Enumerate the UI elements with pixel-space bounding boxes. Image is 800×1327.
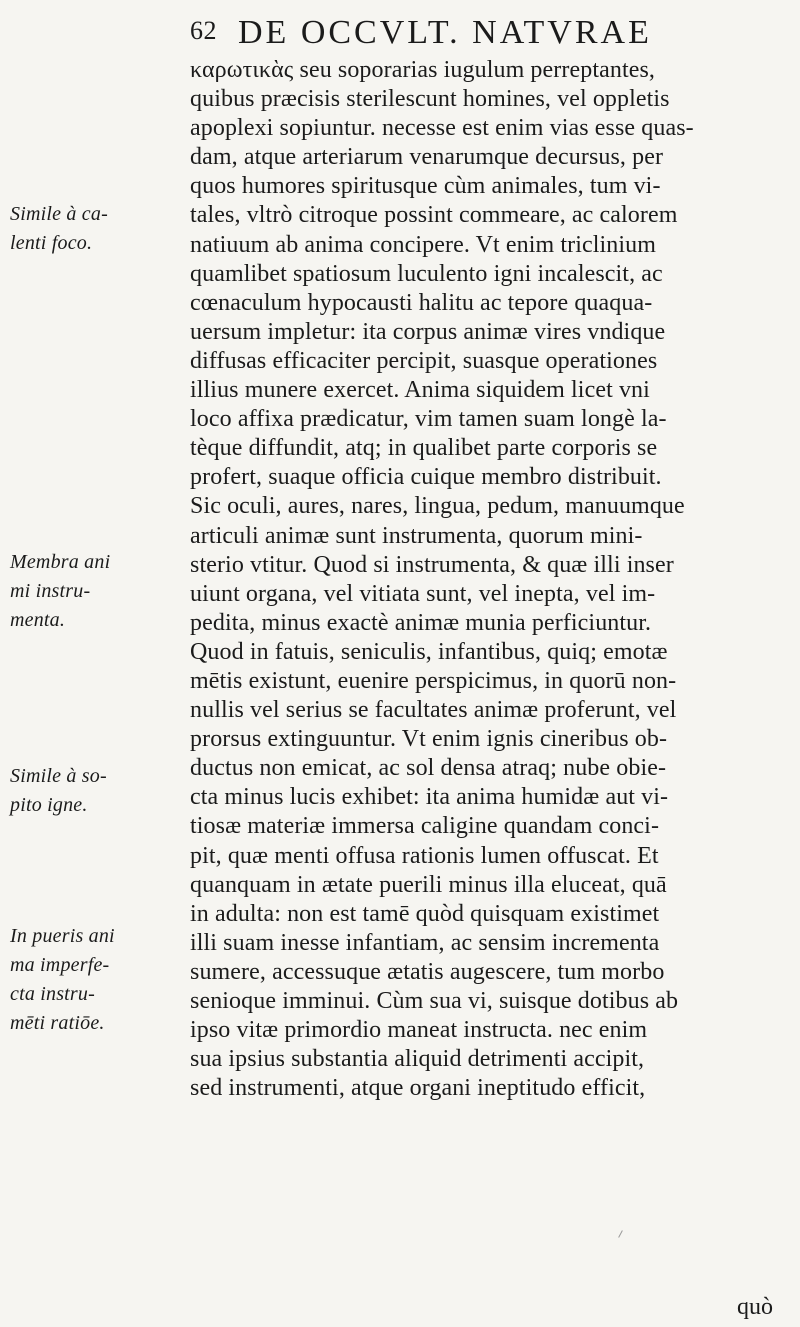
margin-note-line: In pueris ani <box>10 925 115 947</box>
text-line: uiunt organa, vel vitiata sunt, vel inepta, vel im- <box>190 580 656 607</box>
margin-note-line: menta. <box>10 609 66 631</box>
margin-note <box>10 200 132 258</box>
margin-note-line: Simile à ca- <box>10 203 108 225</box>
text-line: senioque imminui. Cùm sua vi, suisque dotibus ab <box>190 988 679 1014</box>
text-line: illi suam inesse infantiam, ac sensim incrementa <box>190 929 660 956</box>
margin-note-line: pito igne. <box>10 794 88 816</box>
text-line: prorsus extinguuntur. Vt enim ignis cineribus ob- <box>190 726 668 753</box>
margin-note-line: cta instru- <box>10 983 95 1005</box>
text-line: pedita, minus exactè animæ munia perficiuntur. <box>190 609 652 636</box>
text-line: cœnaculum hypocausti halitu ac tepore quaqua- <box>190 289 653 316</box>
text-line: Sic oculi, aures, nares, lingua, pedum, manuumque <box>190 493 685 520</box>
text-line: apoplexi sopiuntur. necesse est enim vias esse quas- <box>190 115 694 142</box>
text-line: dam, atque arteriarum venarumque decursus, per <box>190 144 664 171</box>
text-line: pit, quæ menti offusa rationis lumen offuscat. Et <box>190 842 659 869</box>
text-line: sumere, accessuque ætatis augescere, tum morbo <box>190 958 665 985</box>
text-line: quanquam in ætate puerili minus illa eluceat, quā <box>190 871 667 898</box>
text-line: mētis existunt, euenire perspicimus, in quorū non- <box>190 667 677 694</box>
text-line: loco affixa prædicatur, vim tamen suam longè la- <box>190 406 667 433</box>
text-line: sed instrumenti, atque organi ineptitudo efficit, <box>190 1075 646 1102</box>
text-line: diffusas efficaciter percipit, suasque operationes <box>190 347 658 374</box>
running-title: DE OCCVLT. NATVRAE <box>238 14 652 51</box>
text-line: cta minus lucis exhibet: ita anima humidæ aut vi- <box>190 784 669 811</box>
margin-notes <box>0 0 130 1327</box>
main-text-block <box>190 56 780 1103</box>
margin-note-line: Membra ani <box>10 551 111 573</box>
text-line: sua ipsius substantia aliquid detrimenti accipit, <box>190 1046 645 1073</box>
margin-note <box>10 922 132 1038</box>
margin-note-line: lenti foco. <box>10 232 93 254</box>
text-line: quibus præcisis sterilescunt homines, vel oppletis <box>190 86 670 113</box>
text-line: articuli animæ sunt instrumenta, quorum mini- <box>190 522 643 549</box>
margin-note-line: Simile à so- <box>10 765 107 787</box>
margin-note <box>10 548 132 635</box>
text-line: ipso vitæ primordio maneat instructa. nec enim <box>190 1017 648 1044</box>
text-line: nullis vel serius se facultates animæ proferunt, vel <box>190 697 677 724</box>
margin-note-line: ma imperfe- <box>10 954 110 976</box>
text-line: quamlibet spatiosum luculento igni incalescit, ac <box>190 260 663 287</box>
text-line: uersum impletur: ita corpus animæ vires vndique <box>190 318 666 345</box>
text-line: profert, suaque officia cuique membro distribuit. <box>190 464 662 491</box>
text-line: Quod in fatuis, seniculis, infantibus, quiq; emotæ <box>190 638 668 665</box>
margin-note <box>10 762 132 820</box>
paper-speck <box>618 1230 623 1238</box>
margin-note-line: mi instru- <box>10 580 91 602</box>
text-line: tales, vltrò citroque possint commeare, ac calorem <box>190 202 678 229</box>
catchword: quò <box>737 1294 773 1320</box>
text-line: ductus non emicat, ac sol densa atraq; nube obie- <box>190 755 667 782</box>
text-line: tiosæ materiæ immersa caligine quandam conci- <box>190 813 660 840</box>
text-line: illius munere exercet. Anima siquidem licet vni <box>190 377 650 404</box>
text-line: sterio vtitur. Quod si instrumenta, & quæ illi inser <box>190 551 674 578</box>
text-line: quos humores spiritusque cùm animales, tum vi- <box>190 173 661 200</box>
text-line: καρωτικὰς seu soporarias iugulum perreptantes, <box>190 57 656 83</box>
text-line: in adulta: non est tamē quòd quisquam existimet <box>190 900 660 927</box>
page-number: 62 <box>190 16 217 45</box>
text-line: tèque diffundit, atq; in qualibet parte corporis se <box>190 435 658 462</box>
text-line: natiuum ab anima concipere. Vt enim triclinium <box>190 231 657 258</box>
margin-note-line: mēti ratiōe. <box>10 1012 105 1034</box>
